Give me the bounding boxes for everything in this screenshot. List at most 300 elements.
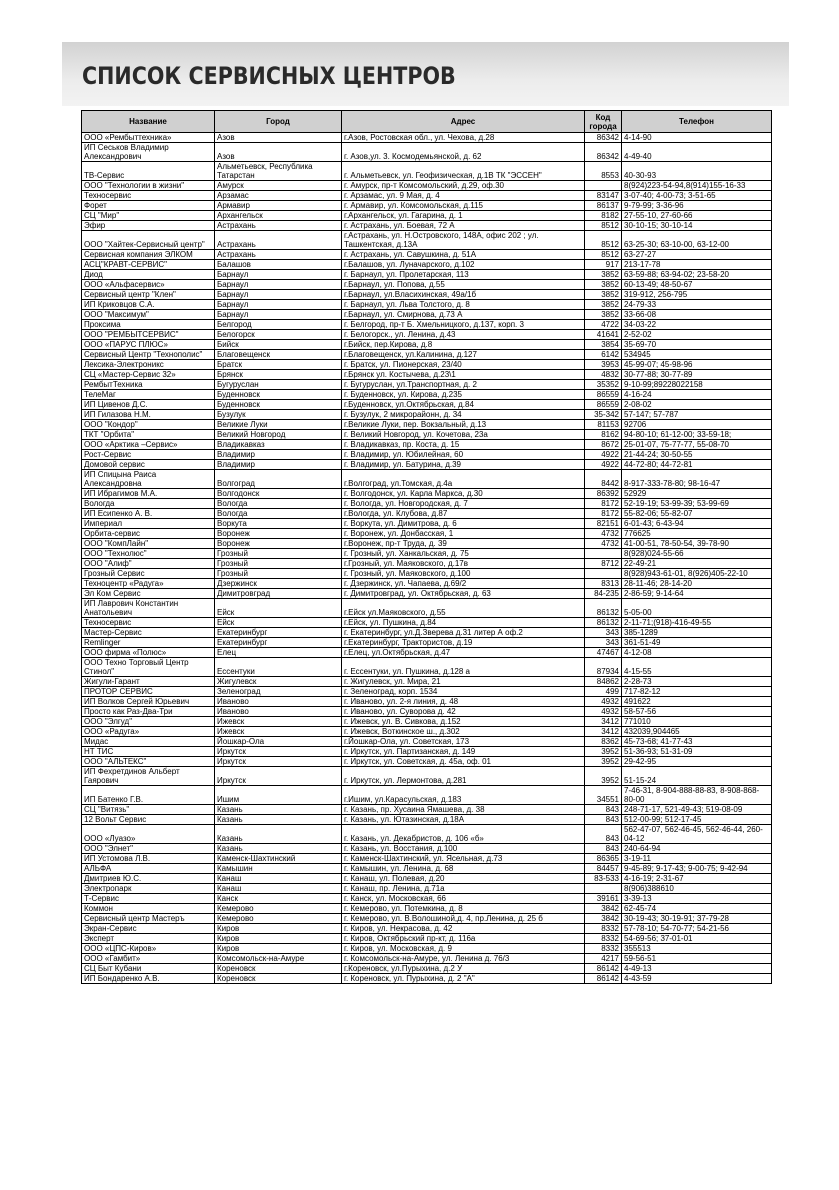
table-row [82, 440, 772, 450]
cell-city: Елец [215, 648, 342, 658]
cell-address: г. Воронеж, ул. Донбасская, 1 [342, 529, 585, 539]
cell-code: 4922 [585, 450, 622, 460]
table-row [82, 211, 772, 221]
cell-name: Сервисная компания ЭЛКОМ [82, 250, 215, 260]
header-name: Название [82, 111, 215, 133]
cell-address: г. Бугуруслан, ул.Транспортная, д. 2 [342, 380, 585, 390]
table-row [82, 707, 772, 717]
cell-phone: 240-64-94 [622, 844, 772, 854]
cell-address: г. Камышин, ул. Ленина, д. 68 [342, 864, 585, 874]
cell-address: г.Бийск, пер.Кирова, д.8 [342, 340, 585, 350]
table-row [82, 687, 772, 697]
cell-phone: 361-51-49 [622, 638, 772, 648]
table-row [82, 737, 772, 747]
cell-code: 47467 [585, 648, 622, 658]
cell-phone: 2-86-59; 9-14-64 [622, 589, 772, 599]
cell-name: ООО фирма «Полюс» [82, 648, 215, 658]
cell-phone: 21-44-24; 30-50-55 [622, 450, 772, 460]
cell-code: 8172 [585, 509, 622, 519]
cell-phone: 63-27-27 [622, 250, 772, 260]
cell-code: 8712 [585, 559, 622, 569]
cell-code: 3852 [585, 300, 622, 310]
cell-address: г. Комсомольск-на-Амуре, ул. Ленина д. 76/3 [342, 954, 585, 964]
cell-address: г. Азов,ул. 3. Космодемьянской, д. 62 [342, 143, 585, 162]
cell-name: ИП Сеськов Владимир Александрович [82, 143, 215, 162]
table-row [82, 589, 772, 599]
cell-city: Вологда [215, 509, 342, 519]
table-body [82, 133, 772, 984]
cell-name: ООО «Луазо» [82, 825, 215, 844]
cell-name: ООО "Технолюс" [82, 549, 215, 559]
table-row [82, 628, 772, 638]
cell-city: Грозный [215, 549, 342, 559]
cell-phone: 491622 [622, 697, 772, 707]
cell-name: ИП Есипенко А. В. [82, 509, 215, 519]
table-row [82, 470, 772, 489]
cell-phone: 92706 [622, 420, 772, 430]
cell-code: 3952 [585, 767, 622, 786]
cell-phone: 35-69-70 [622, 340, 772, 350]
table-row [82, 509, 772, 519]
cell-address: г. Арзамас, ул. 9 Мая, д. 4 [342, 191, 585, 201]
cell-city: Барнаул [215, 290, 342, 300]
cell-phone: 9-45-89; 9-17-43; 9-00-75; 9-42-94 [622, 864, 772, 874]
cell-code: 8332 [585, 944, 622, 954]
cell-address: г. Белогорск., ул. Ленина, д.43 [342, 330, 585, 340]
table-row [82, 717, 772, 727]
table-row [82, 400, 772, 410]
cell-address: г. Бузулук, 2 микрорайонн, д. 34 [342, 410, 585, 420]
cell-name: Эфир [82, 221, 215, 231]
cell-city: Бузулук [215, 410, 342, 420]
cell-name: Лексика-Электроникс [82, 360, 215, 370]
cell-code [585, 569, 622, 579]
cell-name: ООО "Элгуд" [82, 717, 215, 727]
cell-address: г. Каменск-Шахтинский, ул. Ясельная, д.73 [342, 854, 585, 864]
cell-phone: 213-17-78 [622, 260, 772, 270]
cell-name: Империал [82, 519, 215, 529]
cell-address: г. Владикавказ, пр. Коста, д. 15 [342, 440, 585, 450]
table-row [82, 250, 772, 260]
cell-code: 8313 [585, 579, 622, 589]
cell-code: 86342 [585, 133, 622, 143]
cell-address: г. Астрахань, ул. Боевая, 72 А [342, 221, 585, 231]
cell-name: ПРОТОР СЕРВИС [82, 687, 215, 697]
cell-phone: 62-45-74 [622, 904, 772, 914]
cell-city: Архангельск [215, 211, 342, 221]
cell-code: 4932 [585, 707, 622, 717]
cell-name: Эксперт [82, 934, 215, 944]
cell-phone: 2-28-73 [622, 677, 772, 687]
cell-code: 8553 [585, 162, 622, 181]
cell-code: 84-235 [585, 589, 622, 599]
cell-name: Сервисный Центр "Технополис" [82, 350, 215, 360]
cell-address: г. Буденновск, ул. Кирова, д.235 [342, 390, 585, 400]
cell-phone: 8-917-333-78-80; 98-16-47 [622, 470, 772, 489]
cell-phone: 40-30-93 [622, 162, 772, 181]
cell-address: г. Канаш, пр. Ленина, д.71а [342, 884, 585, 894]
cell-address: г.Воронеж, пр-т Труда, д. 39 [342, 539, 585, 549]
table-row [82, 360, 772, 370]
cell-address: г. Великий Новгород, ул. Кочетова, 23а [342, 430, 585, 440]
table-row [82, 894, 772, 904]
cell-address: г. Казань, ул. Ютазинская, д.18А [342, 815, 585, 825]
cell-name: Жигули-Гарант [82, 677, 215, 687]
cell-address: г. Екатеринбург, ул.Д.Зверева д.31 литер А оф.2 [342, 628, 585, 638]
cell-code: 86392 [585, 489, 622, 499]
cell-address: г. Иркутск, ул. Партизанская, д. 149 [342, 747, 585, 757]
cell-phone: 717-82-12 [622, 687, 772, 697]
table-row [82, 924, 772, 934]
cell-city: Ейск [215, 618, 342, 628]
cell-code: 343 [585, 638, 622, 648]
cell-phone: 4-12-08 [622, 648, 772, 658]
cell-phone: 8(928)024-55-66 [622, 549, 772, 559]
cell-city: Белгород [215, 320, 342, 330]
cell-name: ИП Бондаренко А.В. [82, 974, 215, 984]
cell-code: 3852 [585, 290, 622, 300]
cell-city: Астрахань [215, 231, 342, 250]
cell-code: 81153 [585, 420, 622, 430]
cell-city: Ижевск [215, 727, 342, 737]
cell-phone: 4-14-90 [622, 133, 772, 143]
cell-phone: 385-1289 [622, 628, 772, 638]
cell-phone: 3-07-40; 4-00-73; 3-51-65 [622, 191, 772, 201]
cell-name: ООО «Рембыттехника» [82, 133, 215, 143]
cell-name: ООО "КомпЛайн" [82, 539, 215, 549]
cell-name: АЛЬФА [82, 864, 215, 874]
cell-city: Иркутск [215, 767, 342, 786]
cell-code: 86137 [585, 201, 622, 211]
cell-code: 8512 [585, 231, 622, 250]
cell-name: Просто как Раз-Два-Три [82, 707, 215, 717]
cell-city: Волгоград [215, 470, 342, 489]
cell-address: г. Астрахань, ул. Савушкина, д. 51А [342, 250, 585, 260]
cell-code: 34551 [585, 786, 622, 805]
cell-name: ИП Спицына Раиса Александровна [82, 470, 215, 489]
table-row [82, 529, 772, 539]
table-row [82, 260, 772, 270]
cell-address: г. Иваново, ул. Суворова д. 42 [342, 707, 585, 717]
cell-address: г.Елец, ул.Октябрьская, д.47 [342, 648, 585, 658]
cell-phone: 54-69-56; 37-01-01 [622, 934, 772, 944]
cell-address: г. Альметьевск, ул. Геофизическая, д.1В ТК "ЭССЕН" [342, 162, 585, 181]
table-row [82, 767, 772, 786]
cell-code: 8512 [585, 250, 622, 260]
cell-phone: 58-57-56 [622, 707, 772, 717]
cell-code: 86142 [585, 974, 622, 984]
header-phone: Телефон [622, 111, 772, 133]
cell-city: Балашов [215, 260, 342, 270]
cell-address: г.Брянск ул. Костычева, д.23\1 [342, 370, 585, 380]
table-row [82, 569, 772, 579]
table-row [82, 390, 772, 400]
cell-city: Амурск [215, 181, 342, 191]
cell-name: Техноцентр «Радуга» [82, 579, 215, 589]
table-row [82, 420, 772, 430]
cell-name: ООО «Арктика –Сервис» [82, 440, 215, 450]
cell-city: Иркутск [215, 757, 342, 767]
cell-phone: 3-19-11 [622, 854, 772, 864]
cell-phone: 57-147; 57-787 [622, 410, 772, 420]
cell-phone: 776625 [622, 529, 772, 539]
cell-code: 343 [585, 628, 622, 638]
cell-phone: 8(924)223-54-94,8(914)155-16-33 [622, 181, 772, 191]
cell-name: Мастер-Сервис [82, 628, 215, 638]
cell-phone: 8(906)388610 [622, 884, 772, 894]
cell-city: Ейск [215, 599, 342, 618]
cell-phone: 44-72-80; 44-72-81 [622, 460, 772, 470]
cell-name: НТ ТИС [82, 747, 215, 757]
table-row [82, 489, 772, 499]
cell-city: Екатеринбург [215, 638, 342, 648]
cell-name: Эл Ком Сервис [82, 589, 215, 599]
cell-name: ТелеМаг [82, 390, 215, 400]
cell-city: Камышин [215, 864, 342, 874]
cell-address: г. Белгород, пр-т Б. Хмельницкого, д.137, корп. 3 [342, 320, 585, 330]
table-row [82, 350, 772, 360]
cell-name: Сервисный центр "Клен" [82, 290, 215, 300]
table-row [82, 944, 772, 954]
cell-code: 8442 [585, 470, 622, 489]
cell-address: г.Волгоград, ул.Томская, д.4а [342, 470, 585, 489]
cell-phone: 41-00-51, 78-50-54, 39-78-90 [622, 539, 772, 549]
cell-phone: 29-42-95 [622, 757, 772, 767]
cell-city: Ессентуки [215, 658, 342, 677]
cell-code: 86142 [585, 964, 622, 974]
header-code: Код города [585, 111, 622, 133]
table-row [82, 815, 772, 825]
cell-phone: 30-10-15; 30-10-14 [622, 221, 772, 231]
cell-name: Форет [82, 201, 215, 211]
cell-code: 4832 [585, 370, 622, 380]
cell-name: Remlinger [82, 638, 215, 648]
cell-phone: 45-73-68; 41-77-43 [622, 737, 772, 747]
header-address: Адрес [342, 111, 585, 133]
cell-code: 4217 [585, 954, 622, 964]
cell-name: РембытТехника [82, 380, 215, 390]
cell-name: ООО «Радуга» [82, 727, 215, 737]
cell-address: г. Барнаул, ул. Льва Толстого, д. 8 [342, 300, 585, 310]
cell-phone: 6-01-43; 6-43-94 [622, 519, 772, 529]
cell-city: Грозный [215, 559, 342, 569]
cell-name: Диод [82, 270, 215, 280]
cell-city: Армавир [215, 201, 342, 211]
cell-name: ИП Гилазова Н.М. [82, 410, 215, 420]
cell-name: СЦ "Мир" [82, 211, 215, 221]
cell-code: 4932 [585, 697, 622, 707]
cell-code: 35352 [585, 380, 622, 390]
cell-phone: 24-79-33 [622, 300, 772, 310]
cell-phone: 8(928)943-61-01, 8(926)405-22-10 [622, 569, 772, 579]
cell-city: Комсомольск-на-Амуре [215, 954, 342, 964]
cell-code: 4732 [585, 529, 622, 539]
cell-name: ИП Батенко Г.В. [82, 786, 215, 805]
table-row [82, 786, 772, 805]
cell-address: г. Киров, Октябрьский пр-кт, д. 116а [342, 934, 585, 944]
cell-address: г. Кемерово, ул. В.Волошиной,д. 4, пр.Ленина, д. 25 б [342, 914, 585, 924]
cell-code: 8332 [585, 934, 622, 944]
cell-address: г.Барнаул, ул.Власихинская, 49а/1б [342, 290, 585, 300]
cell-phone: 7-46-31, 8-904-888-88-83, 8-908-868-80-00 [622, 786, 772, 805]
cell-city: Азов [215, 143, 342, 162]
cell-phone: 9-79-99; 3-36-96 [622, 201, 772, 211]
cell-phone: 51-15-24 [622, 767, 772, 786]
cell-code: 41641 [585, 330, 622, 340]
cell-address: г.Барнаул, ул. Попова, д.55 [342, 280, 585, 290]
table-row [82, 201, 772, 211]
table-row [82, 618, 772, 628]
cell-address: г.Екатеринбург, Трактористов, д.19 [342, 638, 585, 648]
cell-city: Иваново [215, 697, 342, 707]
cell-name: АСЦ"КРАВТ-СЕРВИС" [82, 260, 215, 270]
cell-city: Воркута [215, 519, 342, 529]
table-row [82, 181, 772, 191]
cell-city: Каменск-Шахтинский [215, 854, 342, 864]
cell-address: г. Вологда, ул. Новгородская, д. 7 [342, 499, 585, 509]
cell-address: г. Киров, ул. Некрасова, д. 42 [342, 924, 585, 934]
cell-code: 8162 [585, 430, 622, 440]
cell-name: СЦ "Витязь" [82, 805, 215, 815]
cell-name: СЦ Быт Кубани [82, 964, 215, 974]
cell-code: 3412 [585, 727, 622, 737]
cell-name: ИП Цивенов Д.С. [82, 400, 215, 410]
table-row [82, 934, 772, 944]
cell-name: ООО "РЕМБЫТСЕРВИС" [82, 330, 215, 340]
cell-code [585, 549, 622, 559]
table-row [82, 638, 772, 648]
cell-code: 3952 [585, 747, 622, 757]
table-row [82, 519, 772, 529]
cell-phone: 2-11-71;(918)-416-49-55 [622, 618, 772, 628]
cell-name: ООО "Кондор" [82, 420, 215, 430]
cell-code: 8172 [585, 499, 622, 509]
cell-city: Владикавказ [215, 440, 342, 450]
cell-name: Рост-Сервис [82, 450, 215, 460]
cell-address: г. Владимир, ул. Юбилейная, 60 [342, 450, 585, 460]
cell-address: г.Грозный, ул. Маяковского, д.17в [342, 559, 585, 569]
cell-address: г. Армавир, ул. Комсомольская, д.115 [342, 201, 585, 211]
cell-code: 843 [585, 844, 622, 854]
cell-phone: 45-99-07; 45-98-96 [622, 360, 772, 370]
cell-name: ООО «ЦПС-Киров» [82, 944, 215, 954]
cell-city: Жигулевск [215, 677, 342, 687]
table-row [82, 854, 772, 864]
cell-code: 8672 [585, 440, 622, 450]
table-row [82, 143, 772, 162]
cell-code: 39161 [585, 894, 622, 904]
cell-city: Владимир [215, 460, 342, 470]
cell-city: Зеленоград [215, 687, 342, 697]
cell-code: 3952 [585, 757, 622, 767]
cell-name: ТКТ "Орбита" [82, 430, 215, 440]
cell-name: Экран-Сервис [82, 924, 215, 934]
table-row [82, 914, 772, 924]
cell-name: Техносервис [82, 191, 215, 201]
cell-city: Барнаул [215, 300, 342, 310]
cell-phone: 432039,904465 [622, 727, 772, 737]
cell-city: Брянск [215, 370, 342, 380]
cell-code [585, 884, 622, 894]
cell-phone: 55-82-06; 55-82-07 [622, 509, 772, 519]
cell-phone: 59-56-51 [622, 954, 772, 964]
cell-city: Арзамас [215, 191, 342, 201]
cell-city: Белогорск [215, 330, 342, 340]
cell-address: г. Дзержинск, ул. Чапаева, д.69/2 [342, 579, 585, 589]
cell-address: г. Иркутск, ул. Лермонтова, д.281 [342, 767, 585, 786]
cell-address: г.Великие Луки, пер. Вокзальный, д.13 [342, 420, 585, 430]
table-row [82, 954, 772, 964]
cell-address: г. Иркутск, ул. Советская, д. 45а, оф. 01 [342, 757, 585, 767]
cell-city: Димитровград [215, 589, 342, 599]
cell-code: 6142 [585, 350, 622, 360]
cell-address: г.Ишим, ул.Карасульская, д.183 [342, 786, 585, 805]
cell-address: г. Братск, ул. Пионерская, 23/40 [342, 360, 585, 370]
cell-code: 843 [585, 815, 622, 825]
cell-city: Буденновск [215, 390, 342, 400]
cell-phone: 771010 [622, 717, 772, 727]
cell-code: 86365 [585, 854, 622, 864]
cell-phone: 25-01-07, 75-77-77, 55-08-70 [622, 440, 772, 450]
cell-name: ООО "Алиф" [82, 559, 215, 569]
table-row [82, 370, 772, 380]
cell-city: Екатеринбург [215, 628, 342, 638]
cell-city: Кемерово [215, 904, 342, 914]
cell-address: г. Воркута, ул. Димитрова, д. 6 [342, 519, 585, 529]
cell-phone: 4-16-24 [622, 390, 772, 400]
table-row [82, 677, 772, 687]
table-row [82, 747, 772, 757]
cell-city: Канск [215, 894, 342, 904]
cell-city: Иркутск [215, 747, 342, 757]
cell-name: ООО "Технологии в жизни" [82, 181, 215, 191]
cell-code [585, 181, 622, 191]
cell-name: ООО «ПАРУС ПЛЮС» [82, 340, 215, 350]
cell-phone: 4-49-13 [622, 964, 772, 974]
cell-code: 3852 [585, 270, 622, 280]
table-row [82, 579, 772, 589]
table-row [82, 430, 772, 440]
cell-name: Дмитриев Ю.С. [82, 874, 215, 884]
cell-code: 35-342 [585, 410, 622, 420]
cell-name: 12 Вольт Сервис [82, 815, 215, 825]
cell-address: г. Зеленоград, корп. 1534 [342, 687, 585, 697]
cell-name: Техносервис [82, 618, 215, 628]
cell-code: 86342 [585, 143, 622, 162]
cell-address: г.Астрахань, ул. Н.Островского, 148А, офис 202 ; ул. Ташкентская, д.13А [342, 231, 585, 250]
table-row [82, 599, 772, 618]
cell-address: г. Канаш, ул. Полевая, д.20 [342, 874, 585, 884]
cell-name: Вологда [82, 499, 215, 509]
cell-city: Кемерово [215, 914, 342, 924]
cell-name: Орбита-сервис [82, 529, 215, 539]
table-row [82, 450, 772, 460]
table-row [82, 330, 772, 340]
cell-name: Проксима [82, 320, 215, 330]
cell-city: Благовещенск [215, 350, 342, 360]
table-row [82, 727, 772, 737]
cell-phone: 63-59-88; 63-94-02; 23-58-20 [622, 270, 772, 280]
cell-city: Братск [215, 360, 342, 370]
cell-phone: 34-03-22 [622, 320, 772, 330]
header-city: Город [215, 111, 342, 133]
table-row [82, 162, 772, 181]
cell-name: ТВ-Сервис [82, 162, 215, 181]
cell-address: г. Киров, ул. Московская, д. 9 [342, 944, 585, 954]
cell-name: Сервисный центр Мастеръ [82, 914, 215, 924]
cell-name: СЦ «Мастер-Сервис 32» [82, 370, 215, 380]
cell-name: Домовой сервис [82, 460, 215, 470]
